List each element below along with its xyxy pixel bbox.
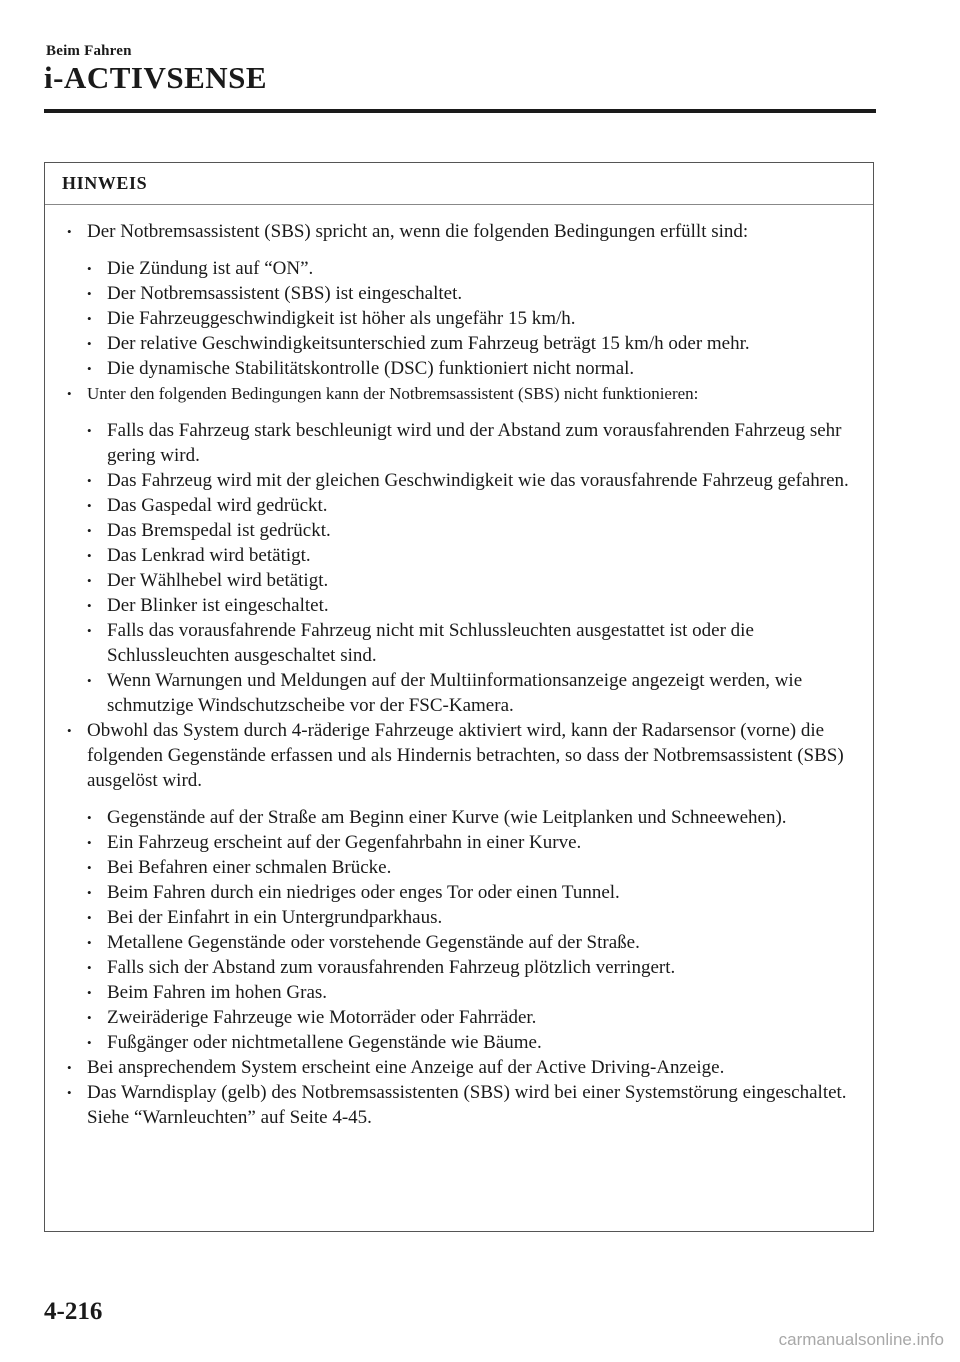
bullet-icon: • [67, 1060, 72, 1075]
list-item-text: Die dynamische Stabilitätskontrolle (DSC) funktioniert nicht normal. [107, 358, 635, 379]
list-item-text: Die Zündung ist auf “ON”. [107, 258, 314, 279]
page-reference: Siehe “Warnleuchten” auf Seite 4-45. [87, 1107, 372, 1128]
list-item-text: Wenn Warnungen und Meldungen auf der Multiinformationsanzeige angezeigt werden, wie schmutzige Windschutzscheibe vor der FSC-Kamera. [107, 670, 803, 716]
note-title: HINWEIS [62, 173, 148, 193]
list-item-text: Gegenstände auf der Straße am Beginn einer Kurve (wie Leitplanken und Schneewehen). [107, 807, 787, 828]
bullet-icon: • [87, 960, 92, 975]
note-body [67, 219, 867, 1130]
bullet-icon: • [87, 985, 92, 1000]
note-item-text: Das Warndisplay (gelb) des Notbremsassistenten (SBS) wird bei einer Systemstörung eingeschaltet. [87, 1082, 847, 1103]
bullet-icon: • [87, 835, 92, 850]
list-item-text: Falls das Fahrzeug stark beschleunigt wird und der Abstand zum vorausfahrenden Fahrzeug sehr gering wird. [107, 420, 842, 466]
list-item [87, 668, 867, 718]
bullet-icon: • [87, 361, 92, 376]
bullet-icon: • [87, 423, 92, 438]
list-item-text: Der Blinker ist eingeschaltet. [107, 595, 329, 616]
sub-list [87, 805, 867, 1055]
list-item-text: Zweiräderige Fahrzeuge wie Motorräder oder Fahrräder. [107, 1007, 537, 1028]
bullet-icon: • [67, 1085, 72, 1100]
list-item-text: Beim Fahren im hohen Gras. [107, 982, 328, 1003]
bullet-icon: • [87, 473, 92, 488]
list-item-text: Das Bremspedal ist gedrückt. [107, 520, 331, 541]
sub-list [87, 256, 867, 381]
list-item [87, 593, 867, 618]
list-item-text: Falls das vorausfahrende Fahrzeug nicht mit Schlussleuchten ausgestattet ist oder die Schlussleuchten ausgeschaltet sind. [107, 620, 754, 666]
chapter-title: i-ACTIVSENSE [44, 60, 268, 95]
bullet-icon: • [87, 910, 92, 925]
list-item [87, 855, 867, 880]
note-item [67, 1055, 867, 1080]
note-item [67, 219, 867, 244]
list-item-text: Das Fahrzeug wird mit der gleichen Geschwindigkeit wie das vorausfahrende Fahrzeug gefahren. [107, 470, 849, 491]
bullet-icon: • [67, 224, 72, 239]
note-divider [45, 204, 873, 205]
bullet-icon: • [87, 548, 92, 563]
list-item [87, 930, 867, 955]
note-item-text: Der Notbremsassistent (SBS) spricht an, wenn die folgenden Bedingungen erfüllt sind: [87, 221, 749, 242]
note-item [67, 1080, 867, 1130]
bullet-icon: • [87, 1035, 92, 1050]
list-item-text: Der Notbremsassistent (SBS) ist eingeschaltet. [107, 283, 463, 304]
list-item-text: Fußgänger oder nichtmetallene Gegenstände wie Bäume. [107, 1032, 542, 1053]
list-item [87, 418, 867, 468]
list-item [87, 518, 867, 543]
list-item-text: Bei Befahren einer schmalen Brücke. [107, 857, 392, 878]
note-item-text: Unter den folgenden Bedingungen kann der Notbremsassistent (SBS) nicht funktionieren: [87, 384, 699, 403]
list-item [87, 955, 867, 980]
list-item [87, 905, 867, 930]
list-item [87, 980, 867, 1005]
bullet-icon: • [87, 498, 92, 513]
list-item [87, 256, 867, 281]
bullet-icon: • [87, 623, 92, 638]
page-number: 4-216 [44, 1298, 103, 1325]
section-label: Beim Fahren [46, 43, 132, 59]
bullet-icon: • [87, 673, 92, 688]
list-item [87, 331, 867, 356]
note-item-text: Obwohl das System durch 4-räderige Fahrzeuge aktiviert wird, kann der Radarsensor (vorne) die folgenden Gegenstände erfassen und als Hindernis betrachten, so dass der Notbremsassistent (SBS) ausgelöst wird. [87, 720, 844, 791]
list-item [87, 568, 867, 593]
bullet-icon: • [87, 860, 92, 875]
bullet-icon: • [87, 810, 92, 825]
watermark: carmanualsonline.info [778, 1330, 944, 1349]
bullet-icon: • [87, 336, 92, 351]
list-item-text: Die Fahrzeuggeschwindigkeit ist höher als ungefähr 15 km/h. [107, 308, 576, 329]
bullet-icon: • [87, 1010, 92, 1025]
list-item [87, 281, 867, 306]
bullet-icon: • [87, 598, 92, 613]
list-item-text: Der Wählhebel wird betätigt. [107, 570, 329, 591]
sub-list [87, 418, 867, 718]
note-item [67, 381, 867, 406]
bullet-icon: • [67, 386, 72, 401]
bullet-icon: • [87, 523, 92, 538]
list-item [87, 880, 867, 905]
list-item [87, 468, 867, 493]
list-item-text: Falls sich der Abstand zum vorausfahrenden Fahrzeug plötzlich verringert. [107, 957, 676, 978]
list-item [87, 356, 867, 381]
bullet-icon: • [87, 935, 92, 950]
bullet-icon: • [87, 311, 92, 326]
bullet-icon: • [67, 723, 72, 738]
list-item [87, 306, 867, 331]
list-item [87, 493, 867, 518]
list-item [87, 1005, 867, 1030]
note-item [67, 718, 867, 793]
list-item [87, 543, 867, 568]
list-item-text: Bei der Einfahrt in ein Untergrundparkhaus. [107, 907, 443, 928]
bullet-icon: • [87, 573, 92, 588]
bullet-icon: • [87, 286, 92, 301]
list-item-text: Ein Fahrzeug erscheint auf der Gegenfahrbahn in einer Kurve. [107, 832, 582, 853]
bullet-icon: • [87, 885, 92, 900]
note-box [44, 162, 874, 1232]
list-item [87, 618, 867, 668]
list-item [87, 805, 867, 830]
list-item-text: Das Lenkrad wird betätigt. [107, 545, 311, 566]
list-item [87, 830, 867, 855]
bullet-icon: • [87, 261, 92, 276]
list-item [87, 1030, 867, 1055]
list-item-text: Das Gaspedal wird gedrückt. [107, 495, 328, 516]
list-item-text: Der relative Geschwindigkeitsunterschied zum Fahrzeug beträgt 15 km/h oder mehr. [107, 333, 750, 354]
list-item-text: Beim Fahren durch ein niedriges oder enges Tor oder einen Tunnel. [107, 882, 620, 903]
header-rule [44, 109, 876, 113]
list-item-text: Metallene Gegenstände oder vorstehende Gegenstände auf der Straße. [107, 932, 640, 953]
note-item-text: Bei ansprechendem System erscheint eine Anzeige auf der Active Driving-Anzeige. [87, 1057, 725, 1078]
